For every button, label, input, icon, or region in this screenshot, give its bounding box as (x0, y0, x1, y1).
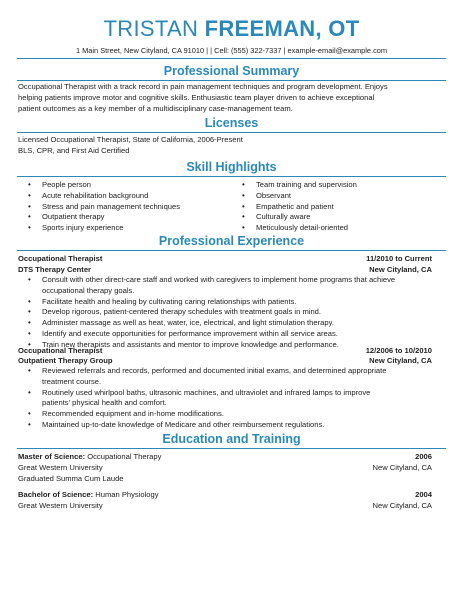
contact-line: 1 Main Street, New Cityland, CA 91010 | | Cell: (555) 322-7337 | example-email@example.com (75, 46, 388, 55)
education-entry-header (18, 490, 432, 501)
job-bullet: • Routinely used whirlpool baths, ultrasonic machines, and ultraviolet and infrared lamps to improve (24, 388, 444, 399)
job-bullets (24, 275, 444, 351)
education-entry-header (18, 452, 432, 463)
experience-rule (17, 250, 446, 251)
job-bullet: • Administer massage as well as heat, water, ice, electrical, and light stimulation therapy. (24, 318, 444, 329)
candidate-name (0, 16, 463, 42)
job-bullet: • Facilitate health and healing by cultivating caring relationships with patients. (24, 297, 444, 308)
first-name: TRISTAN (103, 16, 199, 41)
job-bullet-continuation (24, 398, 444, 409)
job-dates: 11/2010 to Current (366, 254, 432, 263)
experience-heading: Professional Experience (158, 234, 305, 248)
education-year: 2004 (415, 490, 432, 499)
summary-line: Occupational Therapist with a track record in pain management techniques and program development. Enjoys (18, 82, 388, 91)
job-bullet: • Maintained up-to-date knowledge of Medicare and other reimbursement regulations. (24, 420, 444, 431)
skill-item: • Observant (238, 191, 438, 202)
continuation-text: occupational therapy goals. (42, 285, 135, 295)
degree: Master of Science (18, 452, 83, 461)
job-bullet: • Identify and execute opportunities for performance improvement within all service areas. (24, 329, 444, 340)
skill-item: • Stress and pain management techniques (24, 202, 224, 213)
job-title: Occupational Therapist (18, 346, 103, 355)
school: Great Western University (18, 463, 103, 472)
header-rule (17, 58, 446, 59)
summary-heading: Professional Summary (163, 64, 300, 78)
education-honors: Graduated Summa Cum Laude (18, 474, 124, 483)
job-bullet: • Reviewed referrals and records, performed and documented initial exams, and determined appropriate (24, 366, 444, 377)
skills-rule (17, 176, 446, 177)
license-line: BLS, CPR, and First Aid Certified (18, 145, 130, 155)
skill-item: • Sports injury experience (24, 223, 224, 234)
job-bullet: • Recommended equipment and in-home modifications. (24, 409, 444, 420)
skill-item: • Outpatient therapy (24, 212, 224, 223)
education-year: 2006 (415, 452, 432, 461)
job-bullets (24, 366, 444, 431)
licenses-rule (17, 132, 446, 133)
degree-separator: : (82, 452, 88, 461)
school: Great Western University (18, 501, 103, 510)
field: Human Physiology (95, 490, 159, 499)
job-location: New Cityland, CA (369, 356, 432, 365)
skill-item: • Meticulously detail-oriented (238, 223, 438, 234)
skills-left-list (24, 180, 224, 234)
licenses-heading: Licenses (204, 116, 259, 130)
license-line: Licensed Occupational Therapist, State of California, 2006-Present (18, 135, 243, 144)
education-heading: Education and Training (162, 432, 301, 446)
continuation-text: patients' physical health and comfort. (42, 398, 167, 408)
education-location: New Cityland, CA (372, 463, 432, 472)
skill-item: • Empathetic and patient (238, 202, 438, 213)
skill-item: • Culturally aware (238, 212, 438, 223)
summary-line: helping patients improve motor and cognitive skills. Enthusiastic team player driven to achieve exceptional (18, 92, 375, 102)
job-bullet-continuation (24, 377, 444, 388)
education-location: New Cityland, CA (372, 501, 432, 510)
summary-line: patient outcomes as a key member of a multidisciplinary case-management team. (18, 103, 293, 113)
job-title: Occupational Therapist (18, 254, 103, 263)
summary-text (18, 82, 443, 114)
job-dates: 12/2006 to 10/2010 (365, 346, 432, 355)
job-bullet: • Develop rigorous, patient-centered therapy schedules with treatment goals in mind. (24, 307, 444, 318)
job-company: Outpatient Therapy Group (18, 356, 113, 365)
skill-item: • People person (24, 180, 224, 191)
degree: Bachelor of Science (18, 490, 91, 499)
skill-item: • Team training and supervision (238, 180, 438, 191)
continuation-text: treatment course. (42, 376, 102, 386)
skills-heading: Skill Highlights (186, 160, 277, 174)
education-school-row (18, 501, 432, 512)
education-rule (17, 448, 446, 449)
job-bullet: • Consult with other direct-care staff and worked with caregivers to implement home programs that achieve (24, 275, 444, 286)
education-school-row (18, 463, 432, 474)
last-name: FREEMAN, OT (204, 16, 360, 41)
job-bullet: • Train new therapists and assistants and mentor to improve knowledge and performance. (24, 340, 444, 351)
job-bullet-continuation (24, 286, 444, 297)
job-header (18, 254, 432, 265)
skill-item: • Acute rehabilitation background (24, 191, 224, 202)
job-location: New Cityland, CA (369, 265, 432, 274)
degree-separator: : (90, 490, 96, 499)
skills-right-list (238, 180, 438, 234)
field: Occupational Therapy (87, 452, 162, 461)
licenses-text (18, 135, 443, 157)
summary-rule (17, 80, 446, 81)
job-company: DTS Therapy Center (18, 265, 92, 274)
